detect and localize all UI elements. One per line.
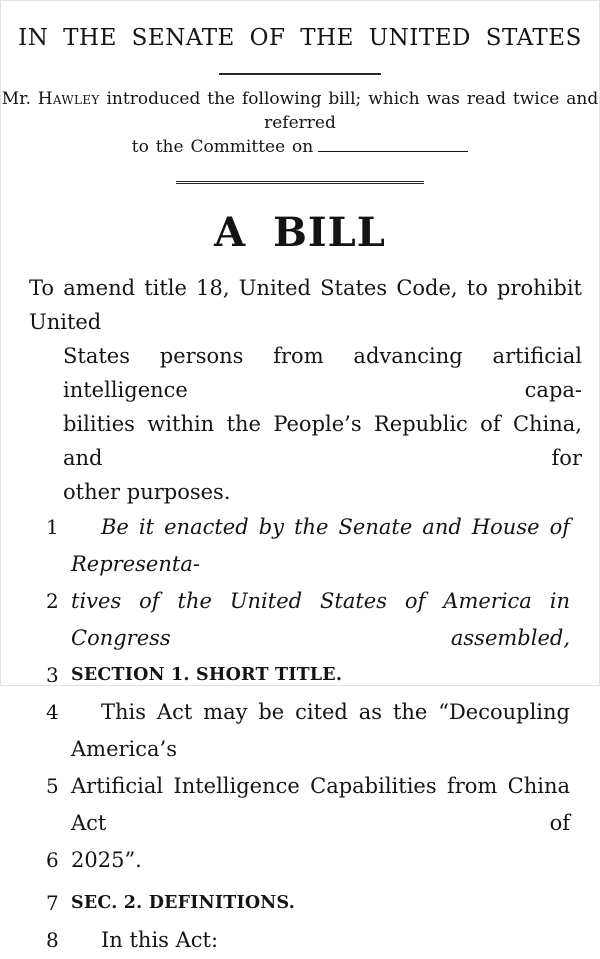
sponsor-name: Hawley (37, 88, 100, 109)
line-number: 7 (46, 890, 59, 915)
line-number: 8 (46, 927, 59, 952)
line-text: 2025”. (71, 847, 142, 872)
sponsor-statement (1, 87, 599, 159)
bill-text-line (1, 768, 599, 842)
line-number: 5 (46, 773, 59, 798)
long-title-line: To amend title 18, United States Code, to prohibit United (29, 275, 582, 334)
line-text: SECTION 1. SHORT TITLE. (71, 664, 343, 685)
bill-text-line (1, 922, 599, 959)
separator-rule-mid (176, 181, 424, 184)
sponsor-line-2 (1, 135, 599, 159)
section-heading-line (1, 885, 599, 922)
section-heading-line (1, 657, 599, 694)
long-title-line: States persons from advancing artificial intelligence capa- (63, 343, 582, 402)
line-text: In this Act: (101, 927, 219, 952)
bill-text-line (1, 842, 599, 879)
line-number: 2 (46, 588, 59, 613)
sponsor-prefix: Mr. (1, 88, 31, 109)
line-number: 1 (46, 514, 59, 539)
line-number: 3 (46, 662, 59, 687)
separator-rule-top (219, 73, 381, 75)
line-text: Artificial Intelligence Capabilities from China Act of (71, 773, 570, 835)
bill-body (1, 509, 599, 959)
bill-text-line (1, 583, 599, 657)
bill-text-line (1, 509, 599, 583)
long-title (1, 271, 599, 509)
line-text: Be it enacted by the Senate and House of Representa- (71, 514, 570, 576)
sponsor-line-1 (1, 87, 599, 135)
long-title-line: bilities within the People’s Republic of China, and for (63, 411, 582, 470)
bill-heading: A BILL (214, 208, 386, 256)
line-text: tives of the United States of America in Congress assembled, (71, 588, 570, 650)
line-number: 6 (46, 847, 59, 872)
line-text: This Act may be cited as the “Decoupling America’s (71, 699, 570, 761)
long-title-line: other purposes. (63, 479, 231, 504)
chamber-heading: IN THE SENATE OF THE UNITED STATES (18, 25, 582, 51)
sponsor-action-text: introduced the following bill; which was read twice and referred (106, 88, 599, 133)
committee-blank-line (318, 139, 468, 152)
line-text: SEC. 2. DEFINITIONS. (71, 892, 296, 913)
committee-label: to the Committee on (131, 136, 314, 157)
line-number: 4 (46, 699, 59, 724)
bill-text-line (1, 694, 599, 768)
